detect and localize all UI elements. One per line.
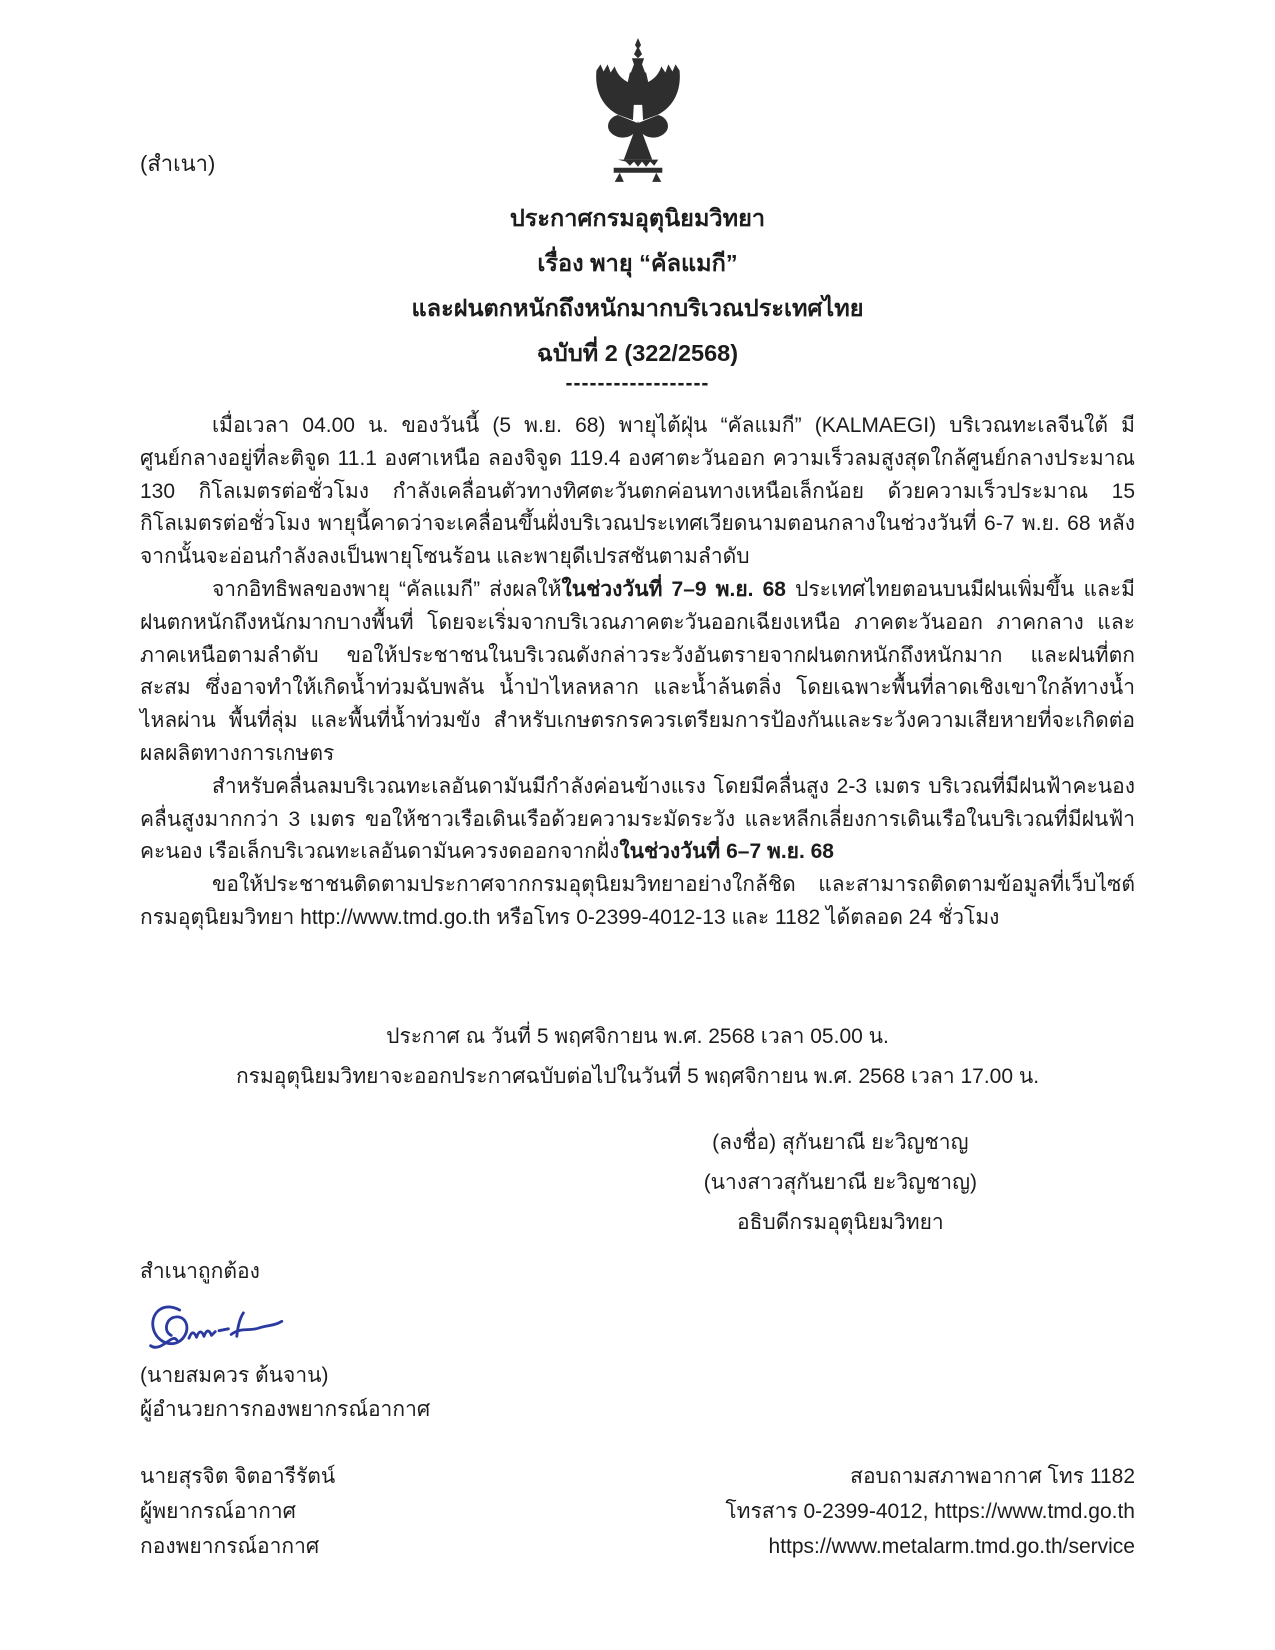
footer-left [140, 1459, 335, 1564]
body-paragraph-1: เมื่อเวลา 04.00 น. ของวันนี้ (5 พ.ย. 68) พายุไต้ฝุ่น “คัลแมกี” (KALMAEGI) บริเวณทะเลจีนใต้ มีศูนย์กลางอยู่ที่ละติจูด 11.1 องศาเหนือ ลองจิจูด 119.4 องศาตะวันออก ความเร็วลมสูงสุดใกล้ศูนย์กลางประมาณ 130 กิโลเมตรต่อชั่วโมง กำลังเคลื่อนตัวทางทิศตะวันตกค่อนทางเหนือเล็กน้อย ด้วยความเร็วประมาณ 15 กิโลเมตรต่อชั่วโมง พายุนี้คาดว่าจะเคลื่อนขึ้นฝั่งบริเวณประเทศเวียดนามตอนกลางในช่วงวันที่ 6-7 พ.ย. 68 หลังจากนั้นจะอ่อนกำลังลงเป็นพายุโซนร้อน และพายุดีเปรสชันตามลำดับ [140, 414, 1135, 569]
certifier-signature-image [144, 1295, 294, 1357]
document-subject-2: และฝนตกหนักถึงหนักมากบริเวณประเทศไทย [411, 295, 864, 321]
body-paragraph-4: ขอให้ประชาชนติดตามประกาศจากกรมอุตุนิยมวิทยาอย่างใกล้ชิด และสามารถติดตามข้อมูลที่เว็บไซต์ กรมอุตุนิยมวิทยา http://www.tmd.go.th หรือโทร 0-2399-4012-13 และ 1182 ได้ตลอด 24 ชั่วโมง [140, 873, 1135, 929]
body-text [140, 410, 1135, 935]
copy-label: (สำเนา) [140, 151, 216, 176]
weather-hotline: สอบถามสภาพอากาศ โทร 1182 [850, 1465, 1135, 1488]
announcement-block [0, 1017, 1275, 1097]
dashed-divider: ------------------ [565, 372, 710, 395]
document-title: ประกาศกรมอุตุนิยมวิทยา [509, 205, 766, 231]
garuda-emblem-icon [587, 36, 689, 188]
document-subject: เรื่อง พายุ “คัลแมกี” [537, 250, 738, 276]
emblem-container [0, 36, 1275, 188]
forecaster-division: กองพยากรณ์อากาศ [140, 1535, 320, 1558]
certified-copy-label: สำเนาถูกต้อง [140, 1259, 260, 1283]
signer-block [704, 1123, 977, 1243]
certifier-name: (นายสมควร ต้นจาน) [140, 1363, 329, 1387]
signer-name: (นางสาวสุกันยาณี ยะวิญชาญ) [703, 1170, 977, 1194]
next-announcement-note: กรมอุตุนิยมวิทยาจะออกประกาศฉบับต่อไปในวันที่ 5 พฤศจิกายน พ.ศ. 2568 เวลา 17.00 น. [235, 1064, 1040, 1088]
forecaster-name: นายสุรจิต จิตอารีรัตน์ [140, 1465, 336, 1488]
fax-and-website: โทรสาร 0-2399-4012, https://www.tmd.go.th [725, 1500, 1135, 1523]
body-paragraph-2: จากอิทธิพลของพายุ “คัลแมกี” ส่งผลให้ในช่วงวันที่ 7–9 พ.ย. 68 ประเทศไทยตอนบนมีฝนเพิ่มขึ้น และมีฝนตกหนักถึงหนักมากบางพื้นที่ โดยจะเริ่มจากบริเวณภาคตะวันออกเฉียงเหนือ ภาคตะวันออก ภาคกลาง และภาคเหนือตามลำดับ ขอให้ประชาชนในบริเวณดังกล่าวระวังอันตรายจากฝนตกหนักถึงหนักมาก และฝนที่ตกสะสม ซึ่งอาจทำให้เกิดน้ำท่วมฉับพลัน น้ำป่าไหลหลาก และน้ำล้นตลิ่ง โดยเฉพาะพื้นที่ลาดเชิงเขาใกล้ทางน้ำไหลผ่าน พื้นที่ลุ่ม และพื้นที่น้ำท่วมขัง สำหรับเกษตรกรควรเตรียมการป้องกันและระวังความเสียหายที่จะเกิดต่อผลผลิตทางการเกษตร [140, 577, 1136, 765]
issue-number: ฉบับที่ 2 (322/2568) [536, 340, 739, 366]
body-paragraph-3: สำหรับคลื่นลมบริเวณทะเลอันดามันมีกำลังค่อนข้างแรง โดยมีคลื่นสูง 2-3 เมตร บริเวณที่มีฝนฟ้าคะนองคลื่นสูงมากกว่า 3 เมตร ขอให้ชาวเรือเดินเรือด้วยความระมัดระวัง และหลีกเลี่ยงการเดินเรือในบริเวณที่มีฝนฟ้าคะนอง เรือเล็กบริเวณทะเลอันดามันควรงดออกจากฝั่งในช่วงวันที่ 6–7 พ.ย. 68 [140, 774, 1135, 864]
certification-block [140, 1255, 1275, 1427]
footer-right [725, 1459, 1135, 1564]
certifier-position: ผู้อำนวยการกองพยากรณ์อากาศ [140, 1397, 431, 1421]
forecaster-role: ผู้พยากรณ์อากาศ [140, 1500, 296, 1523]
signed-by: (ลงชื่อ) สุกันยาณี ยะวิญชาญ [712, 1130, 969, 1154]
announcement-datetime: ประกาศ ณ วันที่ 5 พฤศจิกายน พ.ศ. 2568 เวลา 05.00 น. [386, 1024, 889, 1048]
alert-service-url: https://www.metalarm.tmd.go.th/service [768, 1535, 1135, 1558]
signer-position: อธิบดีกรมอุตุนิยมวิทยา [736, 1210, 944, 1234]
page-footer [140, 1459, 1135, 1564]
